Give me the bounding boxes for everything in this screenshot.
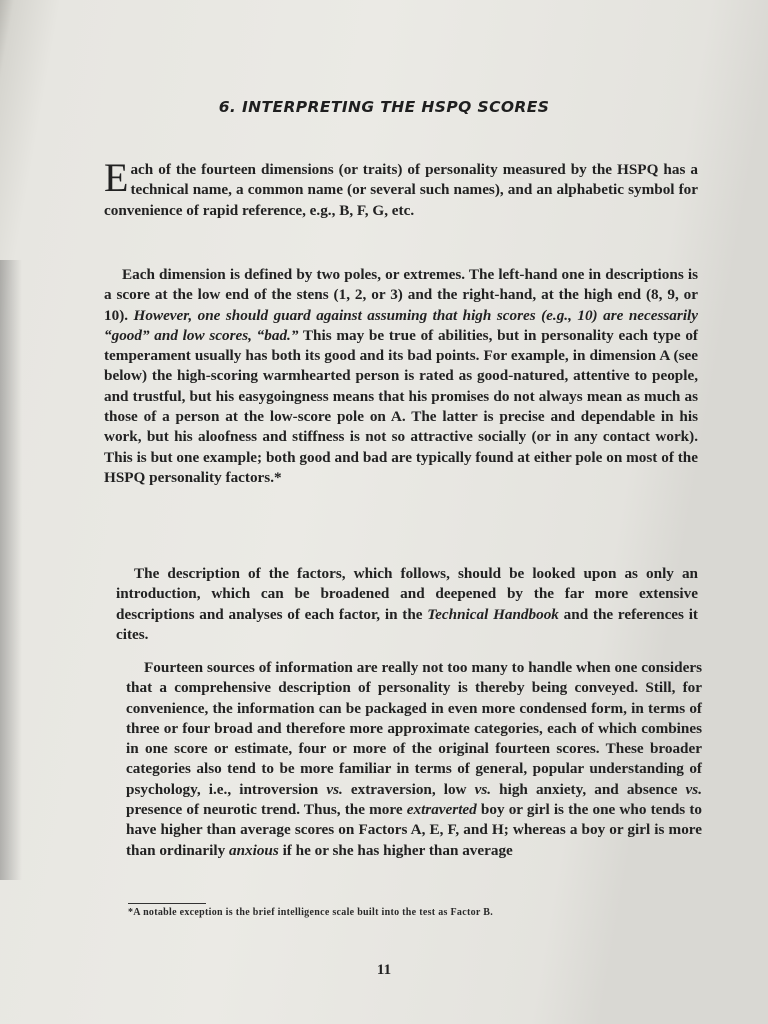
vs-3: vs. <box>685 780 702 798</box>
paragraph-1-text: ach of the fourteen dimensions (or traits) of personality measured by the HSPQ has a technical name, a common name (or several such names), and an alphabetic symbol for convenience of rapid reference, e.g., B, F, G, etc. <box>104 161 698 219</box>
paragraph-4-text-b: extraversion, low <box>342 780 475 798</box>
drop-cap: E <box>104 155 129 200</box>
paragraph-2-text-b: This may be true of abilities, but in personality each type of temperament usually has both its good and its bad points. For example, in dimension A (see below) the high-scoring warmhearted person is rated as good-natured, attentive to people, and trustful, but his easygoingness means that his promises do not always mean as much as those of a person at the low-score pole on A. The latter is precise and dependable in his work, but his aloofness and stiffness is not so attractive socially (or in any contact work). This is but one example; both good and bad are typically found at either pole on most of the HSPQ personality factors.* <box>104 326 698 486</box>
extraverted-word: extraverted <box>406 801 477 819</box>
paragraph-4-text-f: if he or she has higher than average <box>278 841 513 859</box>
anxious-word: anxious <box>228 841 279 859</box>
paragraph-3-text-b: and the references it cites. <box>116 605 698 643</box>
paragraph-3 <box>116 564 698 645</box>
vs-1: vs. <box>326 780 343 798</box>
paragraph-2 <box>104 265 698 488</box>
paragraph-4 <box>126 658 702 861</box>
paragraph-4-text-a: Fourteen sources of information are really not too many to handle when one considers that a comprehensive description of personality is thereby being conveyed. Still, for convenience, the information can be packaged in even more condensed form, in terms of three or four broad and therefore more approximate categories, each of which combines in one score or estimate, four or more of the original fourteen scores. These broader categories also tend to be more familiar in terms of general, popular understanding of psychology, i.e., introversion <box>126 659 702 798</box>
paragraph-4-text-d: presence of neurotic trend. Thus, the more <box>126 801 407 819</box>
paragraph-4-text-e: boy or girl is the one who tends to have higher than average scores on Factors A, E, F, and H; whereas a boy or girl is more than ordinarily <box>126 801 702 859</box>
vs-2: vs. <box>474 780 492 798</box>
technical-handbook-title: Technical Handbook <box>427 605 559 623</box>
paragraph-4-text-c: high anxiety, and absence <box>491 780 686 798</box>
paragraph-3-text-a: The description of the factors, which follows, should be looked upon as only an introduction, which can be broadened and deepened by the far more extensive descriptions and analyses of each factor, in the <box>116 565 698 623</box>
footnote: *A notable exception is the brief intelligence scale built into the test as Factor B. <box>128 907 493 918</box>
page-number: 11 <box>376 962 392 978</box>
page-title: 6. INTERPRETING THE HSPQ SCORES <box>218 98 550 116</box>
paragraph-1 <box>104 155 698 221</box>
footnote-rule <box>128 903 206 904</box>
paragraph-2-text-a: Each dimension is defined by two poles, or extremes. The left-hand one in descriptions is a score at the low end of the stens (1, 2, or 3) and the right-hand, at the high end (8, 9, or 10). <box>104 266 698 324</box>
paragraph-2-italic: However, one should guard against assuming that high scores (e.g., 10) are necessarily “good” and low scores, “bad.” <box>104 306 698 344</box>
gutter-shadow <box>0 260 22 880</box>
